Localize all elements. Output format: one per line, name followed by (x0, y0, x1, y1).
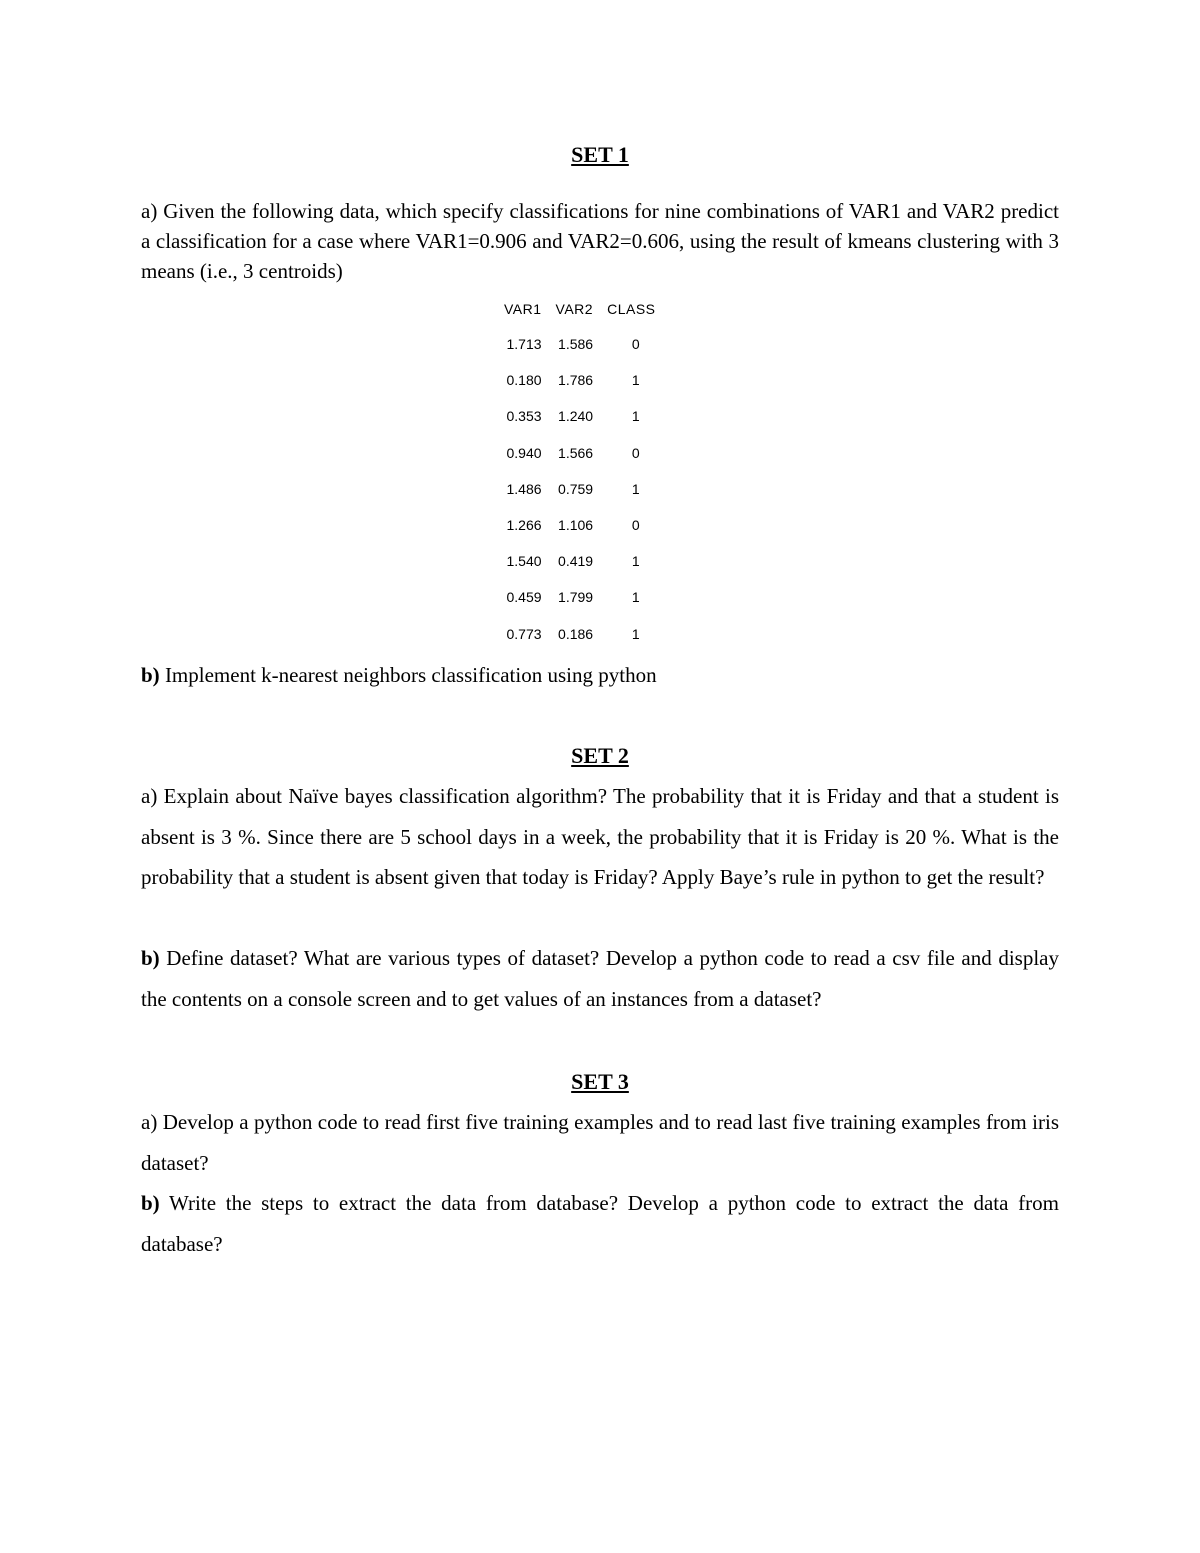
table-row (497, 435, 663, 471)
cell-class: 1 (631, 480, 640, 497)
set2-question-b-text: Define dataset? What are various types of dataset? Develop a python code to read a csv file and display the contents on a console screen and to get values of an instances from a dataset? (141, 946, 1060, 1011)
set2-question-a (141, 776, 1059, 898)
table-row (497, 616, 663, 652)
set3-question-b-label: b) (141, 1191, 160, 1215)
column-header-var1: VAR1 (504, 301, 542, 317)
table-row (497, 471, 663, 507)
cell-var1: 0.180 (506, 372, 542, 389)
cell-class: 1 (631, 589, 640, 606)
set3-question-b (141, 1183, 1059, 1264)
cell-var2: 1.799 (558, 589, 594, 606)
set1-question-a-label: a) (141, 199, 158, 223)
cell-var1: 1.486 (506, 480, 542, 497)
cell-var1: 1.540 (506, 553, 542, 570)
set1-question-a (141, 196, 1059, 286)
set3-question-a (141, 1102, 1059, 1183)
table-row (497, 579, 663, 615)
cell-var2: 1.786 (558, 372, 594, 389)
set1-question-a-text: Given the following data, which specify classifications for nine combinations of VAR1 and VAR2 predict a classification for a case where VAR1=0.906 and VAR2=0.606, using the result of kmeans clustering with 3 means (i.e., 3 centroids) (141, 199, 1059, 283)
column-header-var2: VAR2 (555, 301, 594, 317)
set2-question-a-text: Explain about Naïve bayes classification algorithm? The probability that it is Friday and that a student is absent is 3 %. Since there are 5 school days in a week, the probability that it is Friday is 20 %. What is the probability that a student is absent given that today is Friday? Apply Baye’s rule in python to get the result? (141, 784, 1059, 889)
set2-question-b (141, 938, 1059, 1019)
cell-var2: 1.586 (558, 336, 594, 353)
set2-question-b-label: b) (141, 946, 160, 970)
table-header-row (497, 292, 663, 326)
set2-question-a-label: a) (141, 784, 158, 808)
set1-question-b-text: Implement k-nearest neighbors classification using python (164, 663, 657, 687)
set1-question-b-label: b) (141, 663, 160, 687)
cell-var1: 1.266 (506, 517, 542, 534)
cell-var1: 0.773 (506, 625, 542, 642)
cell-var2: 0.419 (558, 553, 594, 570)
table-row (497, 398, 663, 434)
data-table (497, 292, 663, 652)
cell-class: 1 (631, 625, 640, 642)
table-row (497, 507, 663, 543)
column-header-class: CLASS (607, 301, 656, 317)
cell-class: 0 (631, 336, 640, 353)
cell-class: 1 (631, 408, 640, 425)
table-row (497, 326, 663, 362)
set1-heading: SET 1 (571, 142, 629, 167)
cell-var2: 1.566 (558, 444, 594, 461)
set3-question-b-text: Write the steps to extract the data from database? Develop a python code to extract the data from database? (141, 1191, 1059, 1256)
table-row (497, 543, 663, 579)
cell-class: 1 (631, 553, 640, 570)
cell-var2: 0.186 (558, 625, 594, 642)
cell-var1: 0.459 (506, 589, 542, 606)
cell-var2: 0.759 (558, 480, 594, 497)
cell-var1: 0.940 (506, 444, 542, 461)
set3-question-a-label: a) (141, 1110, 158, 1134)
cell-class: 0 (631, 517, 640, 534)
set3-heading: SET 3 (571, 1069, 629, 1094)
cell-class: 1 (631, 372, 640, 389)
cell-var1: 0.353 (506, 408, 542, 425)
table-row (497, 362, 663, 398)
cell-class: 0 (631, 444, 640, 461)
cell-var2: 1.240 (558, 408, 594, 425)
set2-heading: SET 2 (571, 743, 629, 768)
set3-question-a-text: Develop a python code to read first five training examples and to read last five training examples from iris dataset? (141, 1110, 1060, 1175)
cell-var1: 1.713 (506, 336, 542, 353)
set1-question-b (141, 660, 1059, 690)
cell-var2: 1.106 (558, 517, 594, 534)
